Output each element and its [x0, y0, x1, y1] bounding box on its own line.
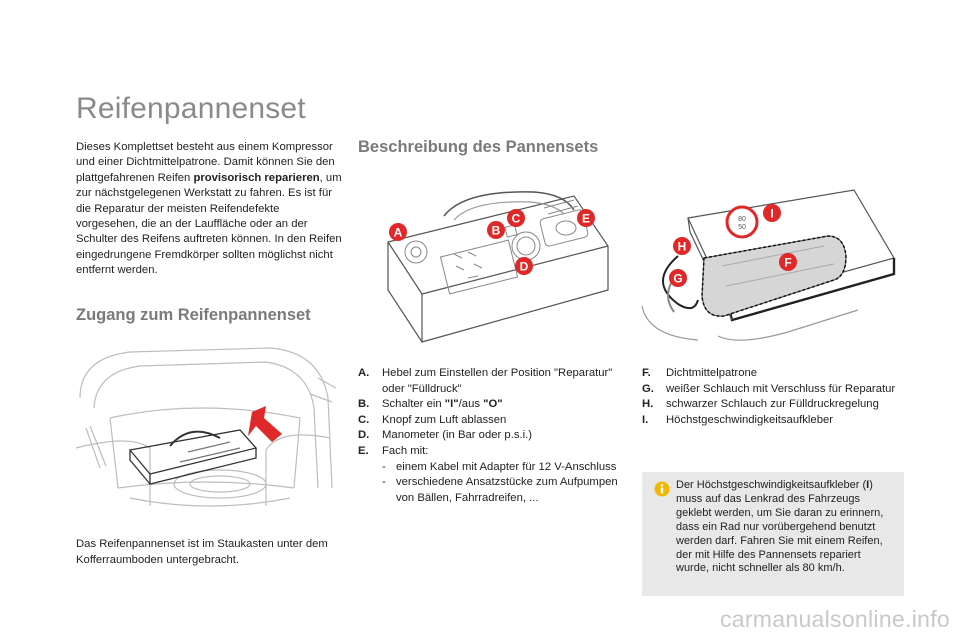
list-item [642, 366, 904, 382]
access-section-title: Zugang zum Reifenpannenset [76, 306, 311, 324]
item-letter: F. [642, 367, 651, 379]
description-section-title: Beschreibung des Pannensets [358, 138, 599, 156]
item-letter: G. [642, 382, 654, 395]
callout-a-label: A [393, 225, 403, 240]
trunk-illustration [70, 338, 336, 516]
list-item [358, 366, 624, 397]
intro-part1: Dieses Komplettset besteht aus einem Kompressor und einer Dichtmittelpatrone. Damit können Sie den plattgefahrenen Reifen [76, 141, 335, 184]
compressor-kit-illustration [374, 186, 614, 346]
sticker-top: 80 [738, 216, 746, 223]
item-letter: B. [358, 398, 370, 411]
item-text: Manometer (in Bar oder p.s.i.) [382, 429, 533, 442]
list-item [358, 397, 624, 413]
sub-item-text: einem Kabel mit Adapter für 12 V-Anschluss [396, 460, 617, 473]
item-text: Fach mit: [382, 444, 429, 457]
sub-list-item [358, 475, 624, 506]
item-letter: I. [642, 413, 649, 426]
callout-h-label: H [677, 239, 687, 254]
sub-list-item [358, 460, 624, 476]
list-item [642, 382, 904, 398]
page-title: Reifenpannenset [76, 92, 306, 125]
item-letter: H. [642, 398, 654, 411]
item-bold-on: "I" [444, 398, 459, 411]
sub-item-text: verschiedene Ansatzstücke zum Aufpumpen von Bällen, Fahrradreifen, ... [396, 476, 618, 504]
info-text-rest: ) muss auf das Lenkrad des Fahrzeugs geklebt werden, um Sie daran zu erinnern, dass ein Rad nur vorübergehend benutzt werden darf. Fahren Sie mit einem Reifen, der mit Hilfe des Pannensets repariert wurde, nicht schneller als 80 km/h. [676, 479, 884, 575]
info-box [642, 472, 904, 596]
item-letter: E. [358, 444, 369, 457]
item-text: Hebel zum Einstellen der Position "Reparatur" oder "Fülldruck" [382, 367, 613, 395]
callout-g-label: G [673, 271, 683, 286]
item-bold-off: "O" [483, 398, 503, 411]
info-bold: I [866, 479, 870, 491]
callout-i-label: I [770, 206, 774, 221]
intro-bold: provisorisch reparieren [193, 171, 320, 184]
item-text: Knopf zum Luft ablassen [382, 413, 507, 426]
intro-part2: , um zur nächstgelegenen Werkstatt zu fahren. Es ist für die Reparatur der meisten Reifendefekte vorgesehen, die an der Lauffläche oder an der Schulter des Reifens auftreten können. In den Reifen eingedrungene Fremdkörper sollten möglichst nicht entfernt werden. [76, 171, 342, 277]
list-item [642, 413, 904, 429]
item-text: Höchstgeschwindigkeitsaufkleber [666, 413, 834, 426]
callout-b-label: B [491, 223, 501, 238]
list-item [642, 397, 904, 413]
item-letter: D. [358, 429, 370, 442]
item-text: weißer Schlauch mit Verschluss für Reparatur [666, 382, 896, 395]
sticker-bottom: 50 [738, 224, 746, 231]
list-item [358, 444, 624, 460]
callout-d-label: D [519, 259, 529, 274]
list-item [358, 413, 624, 429]
info-icon [654, 481, 670, 497]
sub-dash: - [382, 476, 386, 489]
description-list-right [642, 366, 904, 428]
callout-e-label: E [581, 211, 591, 226]
callout-c-label: C [511, 211, 521, 226]
watermark: carmanualsonline.info [719, 606, 950, 632]
description-list-left [358, 366, 624, 506]
item-letter: C. [358, 413, 370, 426]
item-text: Dichtmittelpatrone [666, 367, 758, 379]
list-item [358, 428, 624, 444]
intro-text [76, 140, 342, 279]
access-text: Das Reifenpannenset ist im Staukasten unter dem Kofferraumboden untergebracht. [76, 538, 328, 566]
item-text: Schalter ein [382, 398, 445, 411]
sealant-tube-illustration [638, 186, 898, 346]
info-text: Der Höchstgeschwindigkeitsaufkleber ( [676, 479, 867, 491]
item-text: schwarzer Schlauch zur Fülldruckregelung [666, 398, 879, 411]
callout-f-label: F [784, 255, 792, 270]
item-letter: A. [358, 367, 370, 379]
item-text: /aus [458, 398, 484, 411]
sub-dash: - [382, 460, 386, 473]
